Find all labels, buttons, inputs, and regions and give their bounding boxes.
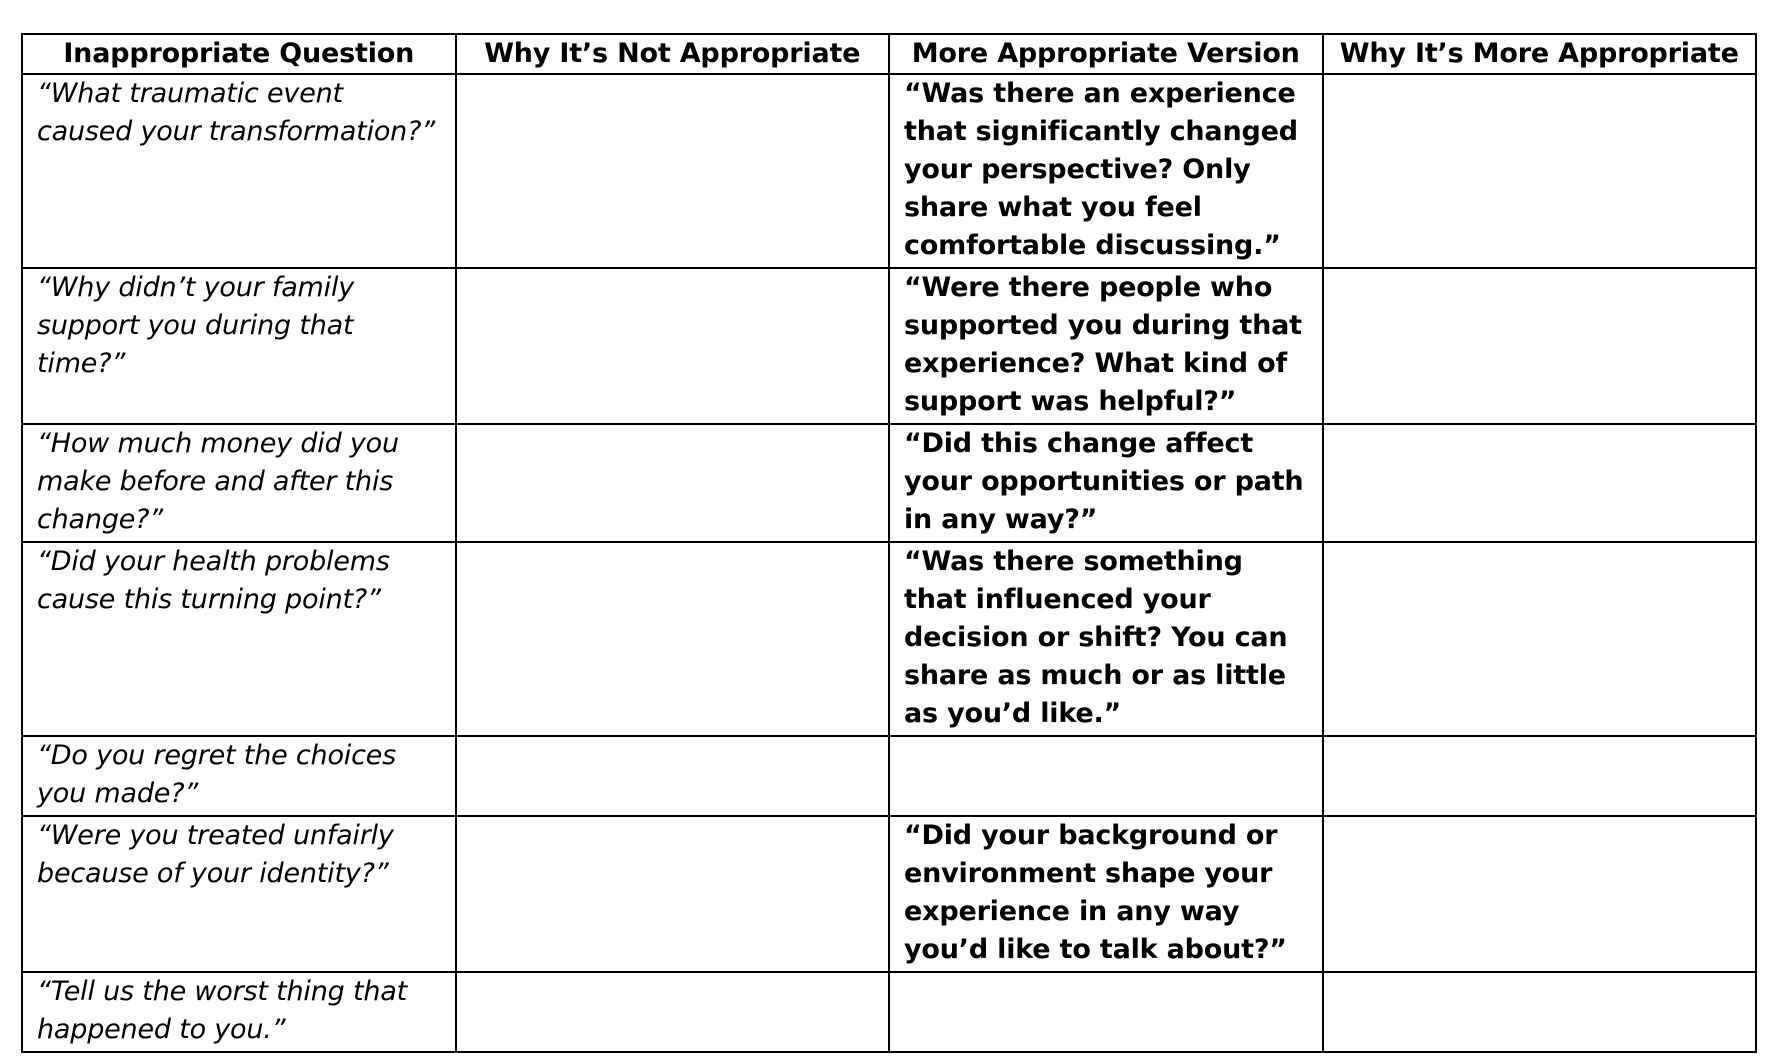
table-row <box>22 972 1756 1052</box>
why-not-appropriate-cell[interactable] <box>456 424 890 542</box>
table-row <box>22 74 1756 268</box>
appropriate-version-cell: “Was there an experience that significantly changed your perspective? Only share what you feel comfortable discussing.” <box>889 74 1323 268</box>
why-not-appropriate-cell[interactable] <box>456 542 890 736</box>
appropriate-version-cell: “Was there something that influenced your decision or shift? You can share as much or as little as you’d like.” <box>889 542 1323 736</box>
why-not-appropriate-cell[interactable] <box>456 972 890 1052</box>
header-more-appropriate-version: More Appropriate Version <box>889 34 1323 74</box>
why-more-appropriate-cell[interactable] <box>1323 74 1757 268</box>
inappropriate-question-cell: “Did your health problems cause this turning point?” <box>22 542 456 736</box>
why-more-appropriate-cell[interactable] <box>1323 268 1757 424</box>
header-why-not-appropriate: Why It’s Not Appropriate <box>456 34 890 74</box>
table-row <box>22 542 1756 736</box>
inappropriate-question-cell: “Why didn’t your family support you during that time?” <box>22 268 456 424</box>
why-not-appropriate-cell[interactable] <box>456 268 890 424</box>
header-why-more-appropriate: Why It’s More Appropriate <box>1323 34 1757 74</box>
appropriate-version-cell[interactable] <box>889 972 1323 1052</box>
why-more-appropriate-cell[interactable] <box>1323 424 1757 542</box>
inappropriate-question-cell: “Tell us the worst thing that happened to you.” <box>22 972 456 1052</box>
why-more-appropriate-cell[interactable] <box>1323 736 1757 816</box>
appropriate-version-cell[interactable] <box>889 736 1323 816</box>
why-not-appropriate-cell[interactable] <box>456 736 890 816</box>
inappropriate-question-cell: “What traumatic event caused your transformation?” <box>22 74 456 268</box>
why-more-appropriate-cell[interactable] <box>1323 972 1757 1052</box>
why-not-appropriate-cell[interactable] <box>456 816 890 972</box>
why-more-appropriate-cell[interactable] <box>1323 542 1757 736</box>
table-row <box>22 816 1756 972</box>
table-row <box>22 268 1756 424</box>
appropriate-version-cell: “Did your background or environment shape your experience in any way you’d like to talk about?” <box>889 816 1323 972</box>
inappropriate-question-cell: “How much money did you make before and after this change?” <box>22 424 456 542</box>
why-more-appropriate-cell[interactable] <box>1323 816 1757 972</box>
header-inappropriate-question: Inappropriate Question <box>22 34 456 74</box>
inappropriate-question-cell: “Do you regret the choices you made?” <box>22 736 456 816</box>
why-not-appropriate-cell[interactable] <box>456 74 890 268</box>
appropriate-version-cell: “Did this change affect your opportunities or path in any way?” <box>889 424 1323 542</box>
questions-table <box>21 33 1757 1053</box>
table-row <box>22 736 1756 816</box>
table-row <box>22 424 1756 542</box>
header-row <box>22 34 1756 74</box>
inappropriate-question-cell: “Were you treated unfairly because of your identity?” <box>22 816 456 972</box>
appropriate-version-cell: “Were there people who supported you during that experience? What kind of support was helpful?” <box>889 268 1323 424</box>
